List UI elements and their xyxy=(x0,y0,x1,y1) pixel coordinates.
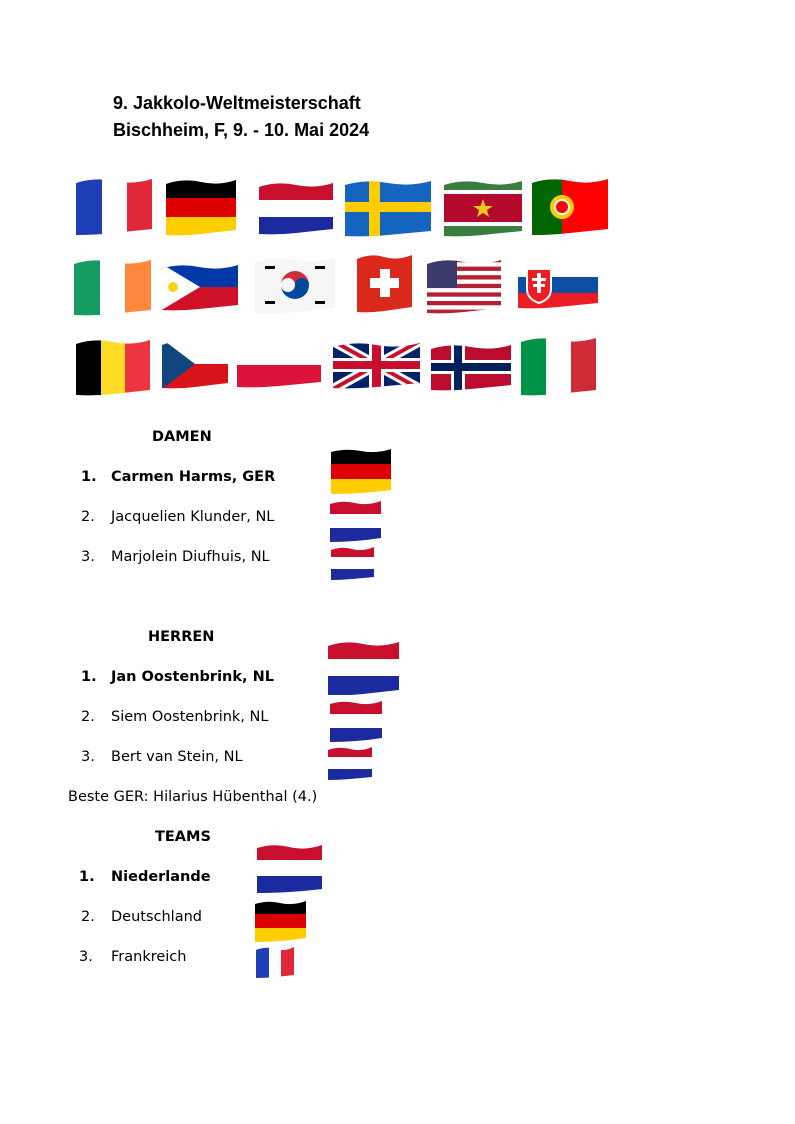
netherlands-flag-icon xyxy=(331,546,374,580)
damen-rank-2: 2. xyxy=(81,509,95,525)
sweden-flag-icon xyxy=(345,179,431,237)
teams-name-2: Deutschland xyxy=(111,909,202,925)
south-korea-flag-icon xyxy=(255,256,335,314)
usa-flag-icon xyxy=(427,258,501,314)
herren-name-3: Bert van Stein, NL xyxy=(111,749,243,765)
philippines-flag-icon xyxy=(160,263,238,311)
germany-flag-icon xyxy=(331,448,391,494)
switzerland-flag-icon xyxy=(357,253,412,313)
damen-name-3: Marjolein Diufhuis, NL xyxy=(111,549,270,565)
netherlands-flag-icon xyxy=(328,746,372,780)
netherlands-flag-icon xyxy=(328,640,399,695)
best-german-note: Beste GER: Hilarius Hübenthal (4.) xyxy=(68,789,318,805)
damen-heading: DAMEN xyxy=(152,429,212,445)
france-flag-icon xyxy=(76,177,152,237)
page-title: 9. Jakkolo-Weltmeisterschaft xyxy=(113,93,361,113)
herren-name-1: Jan Oostenbrink, NL xyxy=(111,669,274,685)
teams-heading: TEAMS xyxy=(155,829,211,845)
herren-rank-3: 3. xyxy=(81,749,95,765)
netherlands-flag-icon xyxy=(330,500,381,542)
teams-rank-1: 1. xyxy=(79,869,95,885)
poland-flag-icon xyxy=(237,344,321,388)
damen-rank-1: 1. xyxy=(81,469,97,485)
suriname-flag-icon xyxy=(444,179,522,237)
herren-rank-2: 2. xyxy=(81,709,95,725)
herren-rank-1: 1. xyxy=(81,669,97,685)
slovakia-flag-icon xyxy=(518,261,598,309)
portugal-flag-icon xyxy=(532,177,608,237)
united-kingdom-flag-icon xyxy=(333,341,420,389)
belgium-flag-icon xyxy=(76,338,150,396)
germany-flag-icon xyxy=(255,900,306,942)
czechia-flag-icon xyxy=(162,339,228,389)
teams-name-3: Frankreich xyxy=(111,949,187,965)
ireland-flag-icon xyxy=(74,258,151,316)
damen-name-2: Jacquelien Klunder, NL xyxy=(111,509,275,525)
teams-rank-3: 3. xyxy=(79,949,93,965)
france-flag-icon xyxy=(256,946,294,978)
herren-name-2: Siem Oostenbrink, NL xyxy=(111,709,269,725)
teams-name-1: Niederlande xyxy=(111,869,211,885)
netherlands-flag-icon xyxy=(330,700,382,742)
page-subtitle: Bischheim, F, 9. - 10. Mai 2024 xyxy=(113,120,370,140)
norway-flag-icon xyxy=(431,343,511,391)
herren-heading: HERREN xyxy=(148,629,215,645)
netherlands-flag-icon xyxy=(259,181,333,235)
italy-flag-icon xyxy=(521,336,596,396)
damen-rank-3: 3. xyxy=(81,549,95,565)
damen-name-1: Carmen Harms, GER xyxy=(111,469,276,485)
teams-rank-2: 2. xyxy=(81,909,95,925)
germany-flag-icon xyxy=(166,178,236,236)
netherlands-flag-icon xyxy=(257,843,322,893)
